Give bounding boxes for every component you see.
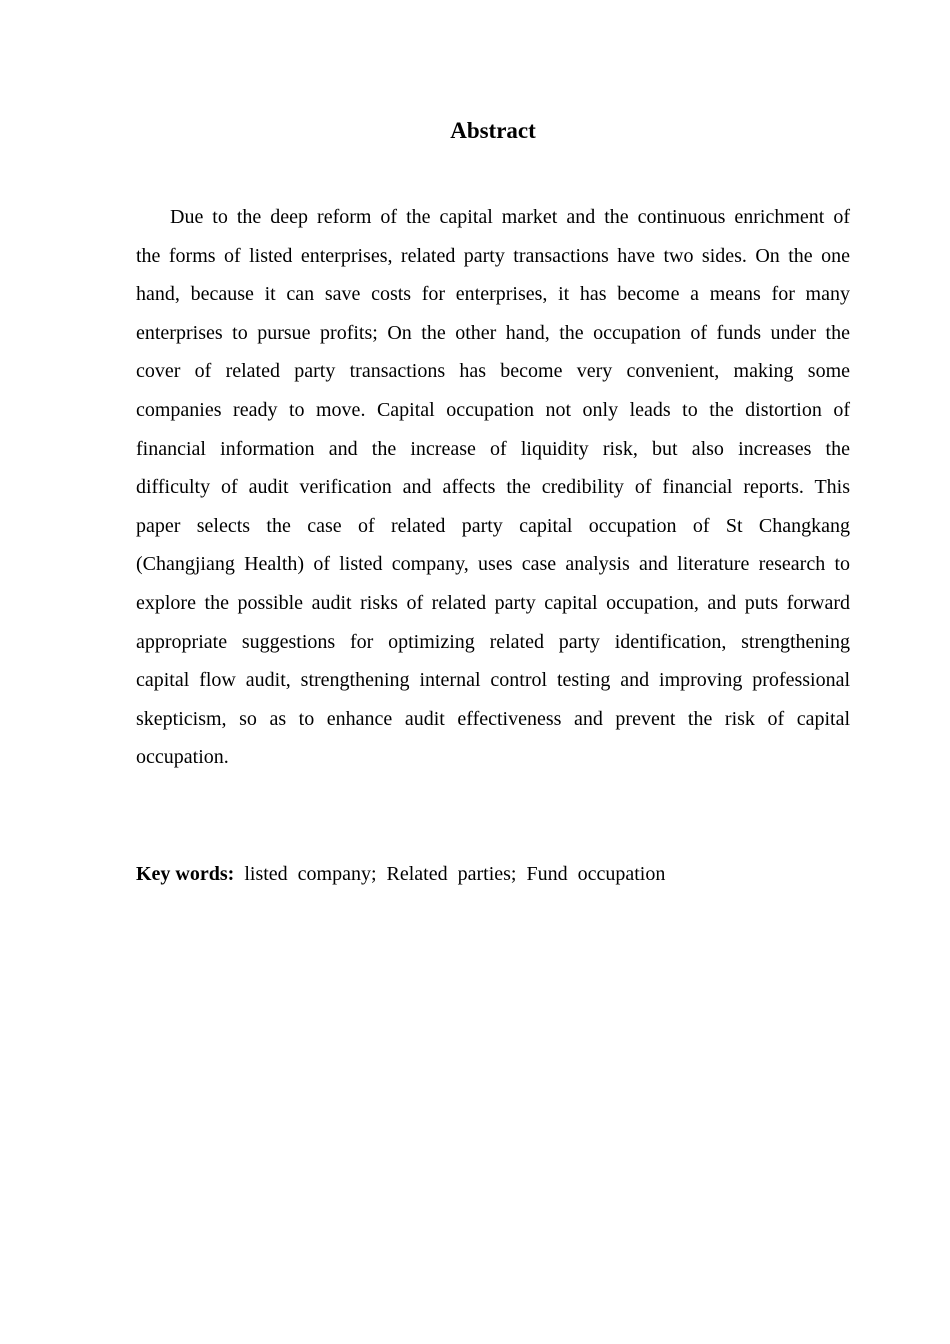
keywords-line [136,856,850,892]
abstract-paragraph: Due to the deep reform of the capital market and the continuous enrichment of the forms of listed enterprises, related party transactions have two sides. On the one hand, because it can save costs for enterprises, it has become a means for many enterprises to pursue profits; On the other hand, the occupation of funds under the cover of related party transactions has become very convenient, making some companies ready to move. Capital occupation not only leads to the distortion of financial information and the increase of liquidity risk, but also increases the difficulty of audit verification and affects the credibility of financial reports. This paper selects the case of related party capital occupation of St Changkang (Changjiang Health) of listed company, uses case analysis and literature research to explore the possible audit risks of related party capital occupation, and puts forward appropriate suggestions for optimizing related party identification, strengthening capital flow audit, strengthening internal control testing and improving professional skepticism, so as to enhance audit effectiveness and prevent the risk of capital occupation. [136,206,850,769]
keywords-text: listed company; Related parties; Fund occupation [244,863,666,885]
page-title: Abstract [450,118,536,143]
keywords-label: Key words: [136,863,235,885]
